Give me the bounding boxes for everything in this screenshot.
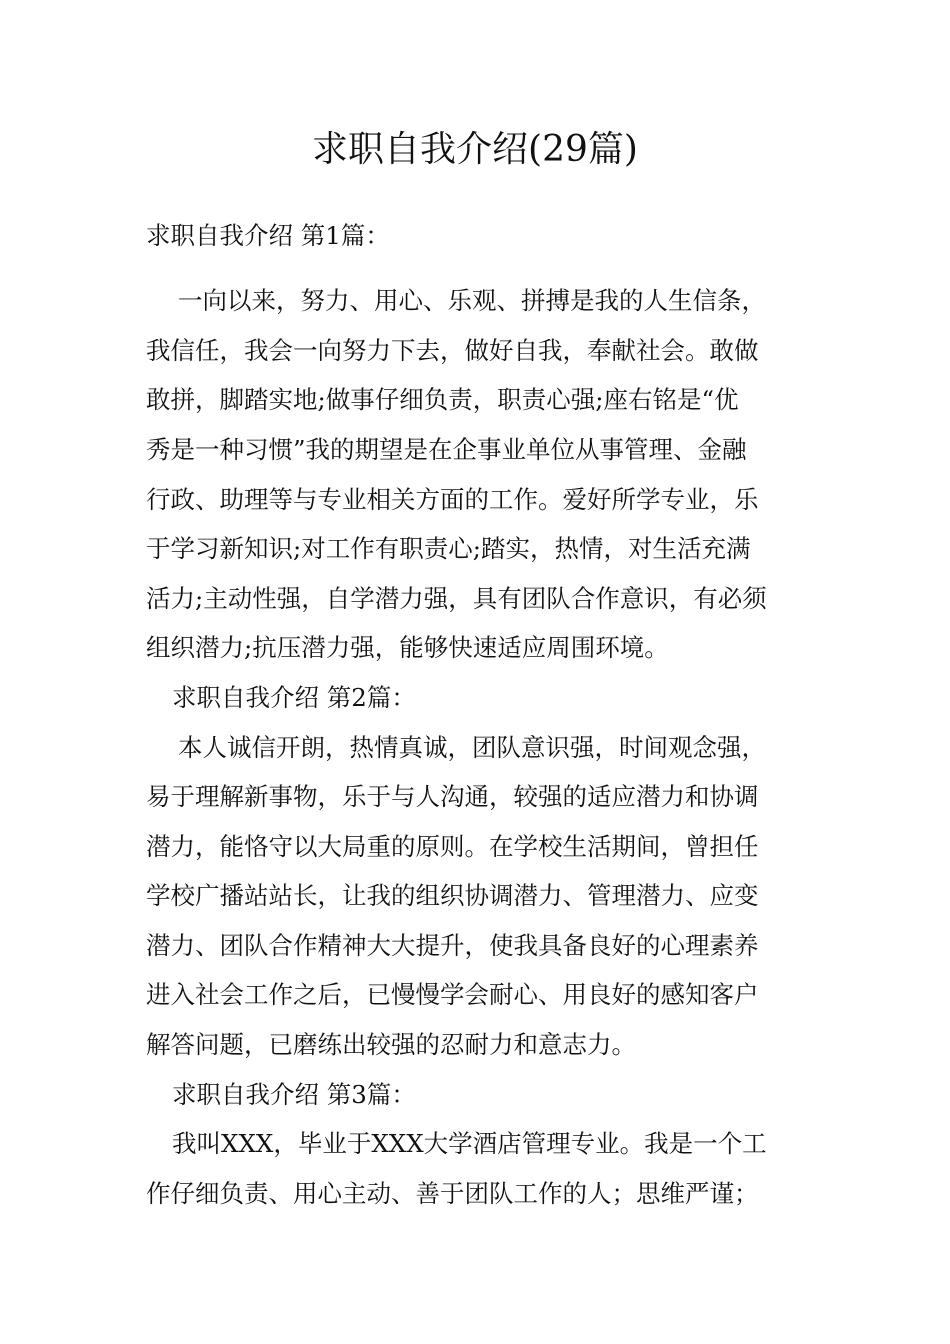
paragraph-line: 潜力、团队合作精神大大提升，使我具备良好的心理素养 — [146, 931, 759, 960]
section-heading-1: 求职自我介绍 第1篇： — [146, 221, 390, 250]
paragraph-line: 作仔细负责、用心主动、善于团队工作的人；思维严谨； — [146, 1179, 759, 1208]
paragraph-line: 行政、助理等与专业相关方面的工作。爱好所学专业，乐 — [146, 485, 759, 514]
paragraph-line: 本人诚信开朗，热情真诚，团队意识强，时间观念强， — [178, 733, 766, 762]
paragraph-line: 于学习新知识;对工作有职责心;踏实，热情，对生活充满 — [146, 534, 751, 563]
paragraph-line: 进入社会工作之后，已慢慢学会耐心、用良好的感知客户 — [146, 980, 759, 1009]
paragraph-line: 活力;主动性强，自学潜力强，具有团队合作意识，有必须 — [146, 584, 767, 613]
paragraph-line: 组织潜力;抗压潜力强，能够快速适应周围环境。 — [146, 633, 669, 662]
paragraph-line: 秀是一种习惯”我的期望是在企事业单位从事管理、金融 — [146, 435, 747, 464]
paragraph-line: 解答问题，已磨练出较强的忍耐力和意志力。 — [146, 1030, 636, 1059]
paragraph-line: 敢拼，脚踏实地;做事仔细负责，职责心强;座右铭是“优 — [146, 385, 739, 414]
paragraph-line: 易于理解新事物，乐于与人沟通，较强的适应潜力和协调 — [146, 782, 759, 811]
paragraph-line: 我信任，我会一向努力下去，做好自我，奉献社会。敢做 — [146, 336, 759, 365]
section-heading-3: 求职自我介绍 第3篇： — [172, 1080, 416, 1109]
paragraph-line: 一向以来，努力、用心、乐观、拼搏是我的人生信条， — [178, 286, 766, 315]
paragraph-line: 潜力，能恪守以大局重的原则。在学校生活期间，曾担任 — [146, 832, 759, 861]
paragraph-line: 我叫XXX，毕业于XXX大学酒店管理专业。我是一个工 — [172, 1129, 767, 1158]
document-title: 求职自我介绍(29篇) — [312, 129, 638, 170]
paragraph-line: 学校广播站站长，让我的组织协调潜力、管理潜力、应变 — [146, 881, 759, 910]
section-heading-2: 求职自我介绍 第2篇： — [172, 683, 416, 712]
